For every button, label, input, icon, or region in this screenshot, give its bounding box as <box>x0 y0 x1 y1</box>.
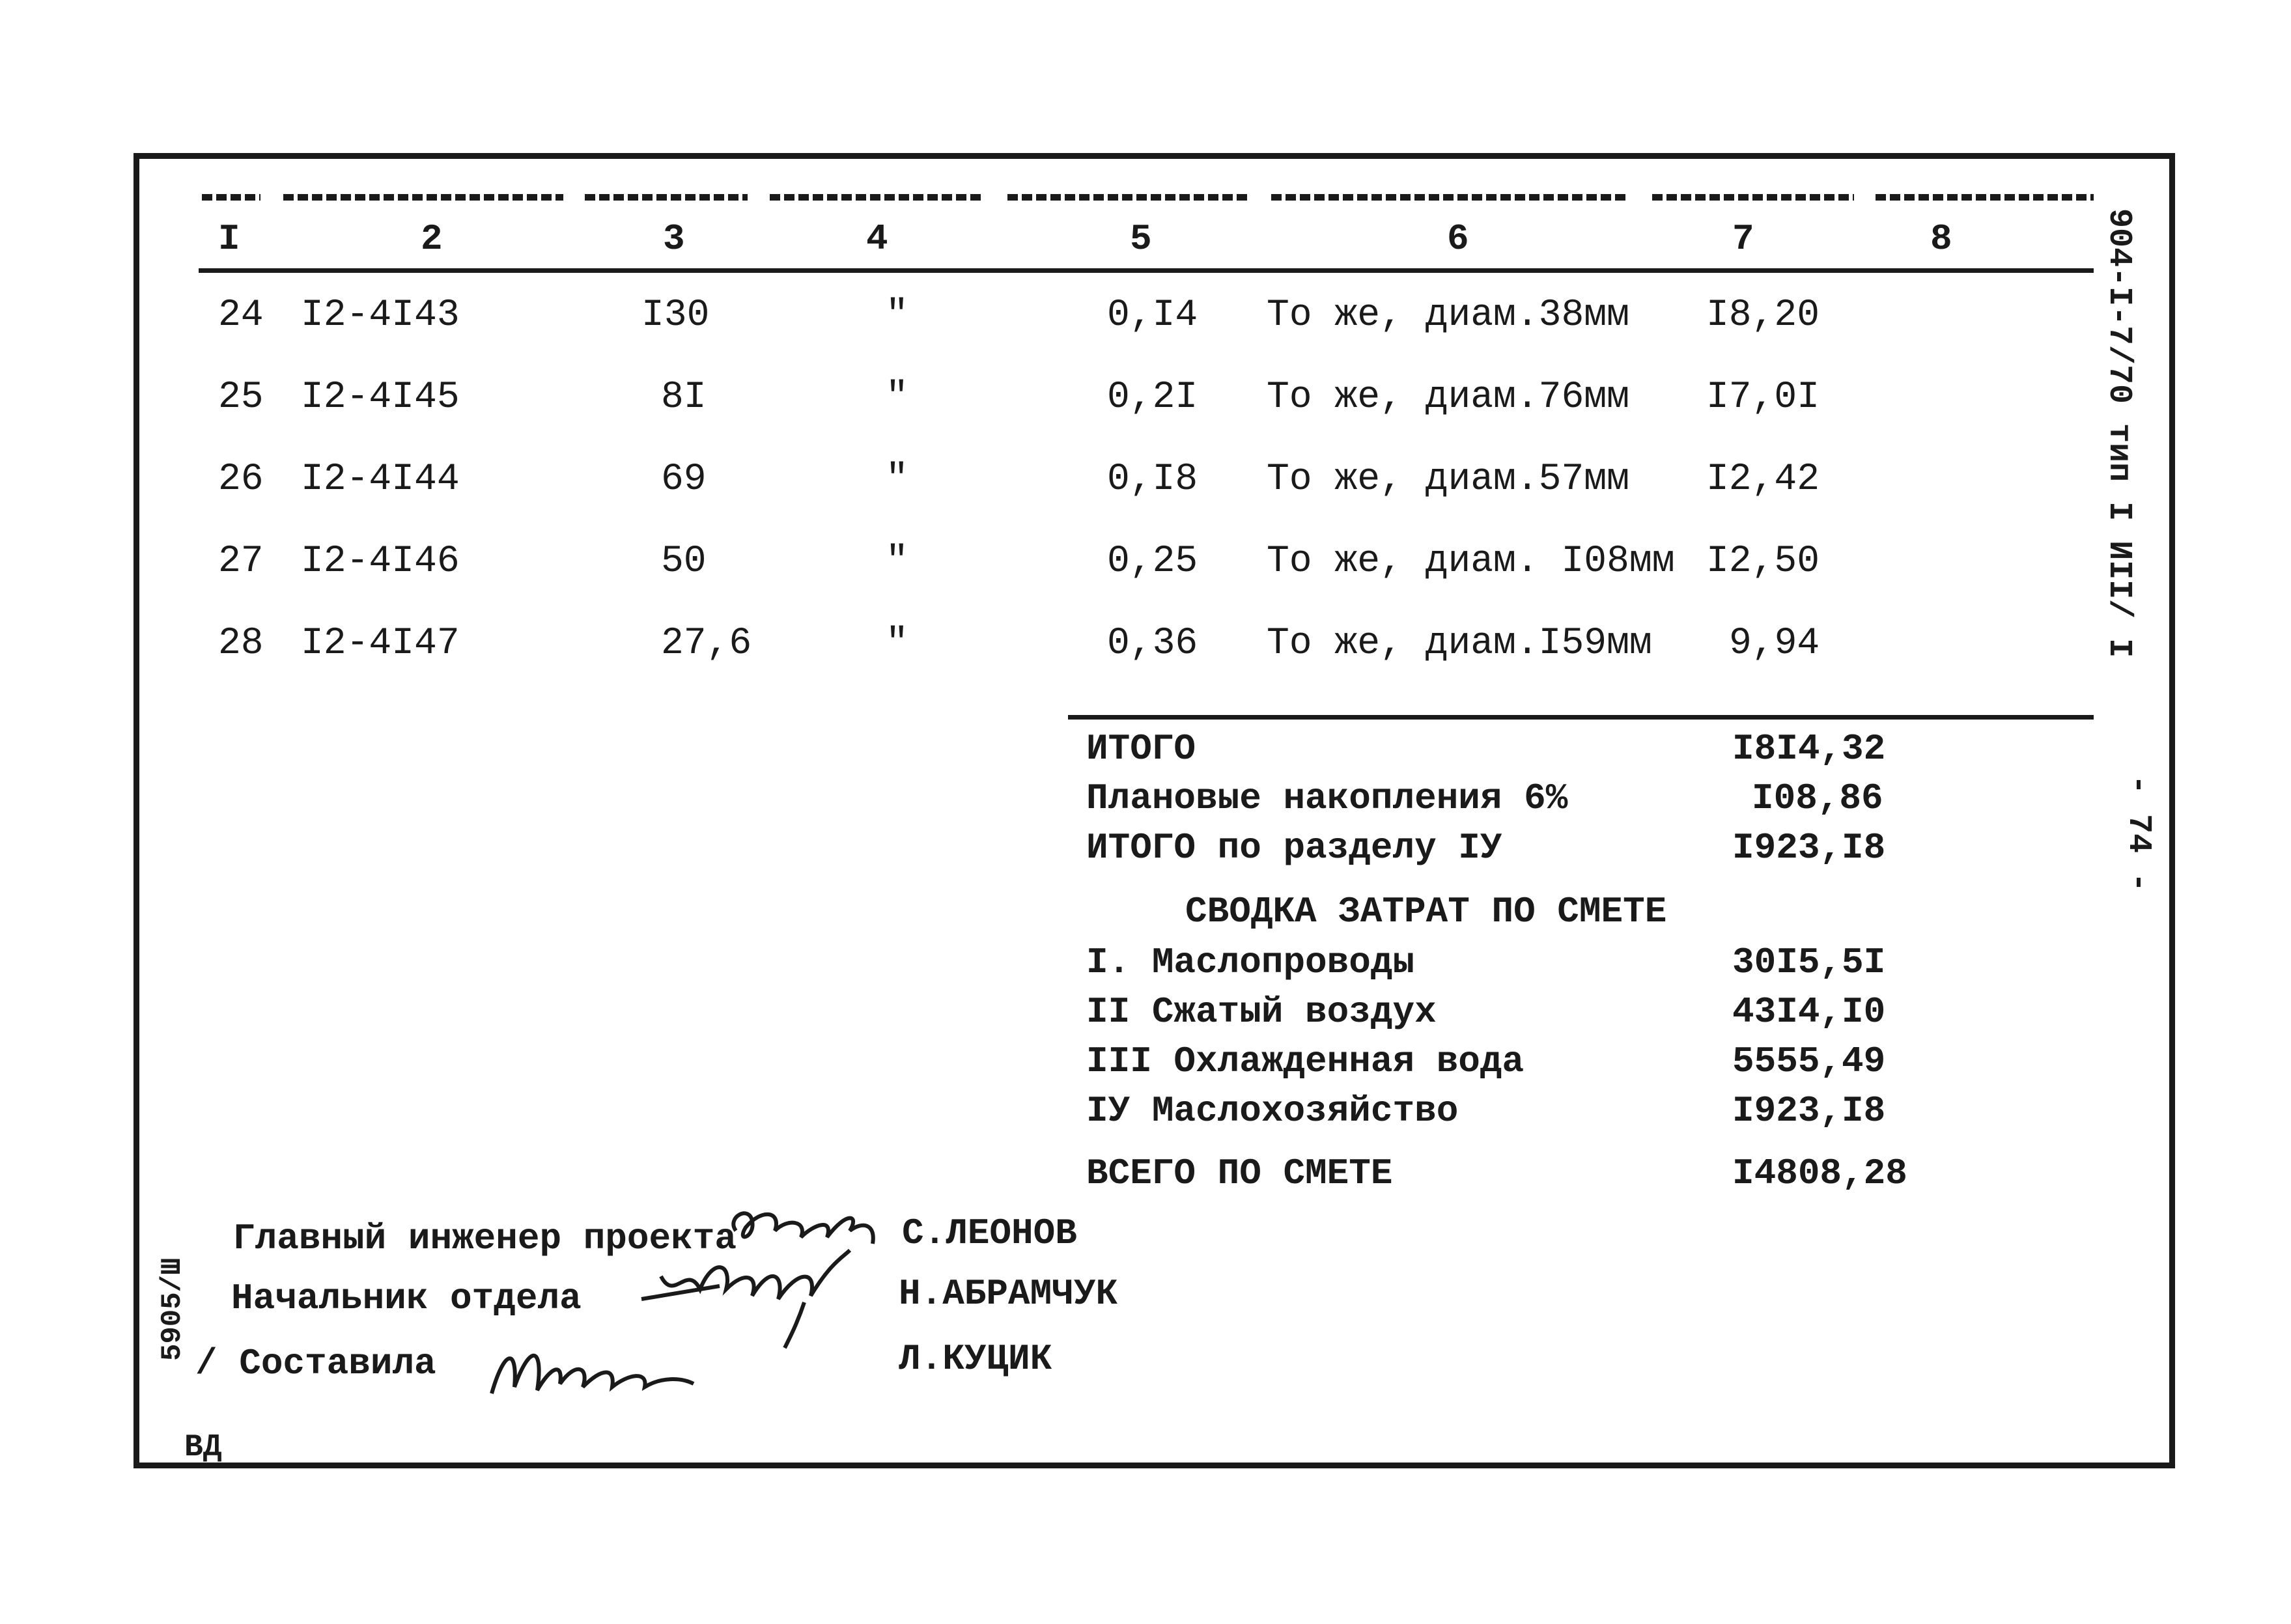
header-rule <box>1652 194 1854 201</box>
plan-value: I08,86 <box>1752 777 1883 819</box>
row-ditto-mark: " <box>886 458 908 501</box>
side-reference: 904-I-7/70 тип I ИII/ I <box>2100 208 2137 658</box>
row-ditto-mark: " <box>886 294 908 337</box>
row-rate: 0,2I <box>1107 376 1198 419</box>
signature-name: Н.АБРАМЧУК <box>899 1273 1118 1315</box>
row-total: I8,20 <box>1706 294 1820 337</box>
signature-role: Начальник отдела <box>231 1278 582 1319</box>
row-code: I2-4I44 <box>301 458 460 501</box>
itogo-label: ИТОГО <box>1086 728 1196 770</box>
svodka-item-label: II Сжатый воздух <box>1086 991 1437 1033</box>
svodka-item-label: I. Маслопроводы <box>1086 942 1415 983</box>
row-ditto-mark: " <box>886 376 908 419</box>
svodka-item-value: 43I4,I0 <box>1732 991 1886 1033</box>
header-rule <box>1007 194 1248 201</box>
signature-name: С.ЛЕОНОВ <box>902 1212 1077 1254</box>
vsego-value: I4808,28 <box>1732 1153 1907 1194</box>
row-rate: 0,I4 <box>1107 294 1198 337</box>
row-number: 28 <box>218 623 264 665</box>
row-total: I7,0I <box>1706 376 1820 419</box>
svodka-item-value: 30I5,5I <box>1732 942 1886 983</box>
header-rule <box>770 194 985 201</box>
signature-role: Главный инженер проекта <box>233 1218 737 1259</box>
row-rate: 0,I8 <box>1107 458 1198 501</box>
inventory-number: 5905/Ш <box>156 1257 189 1361</box>
header-rule <box>1876 194 2094 201</box>
row-quantity: I30 <box>641 294 710 337</box>
svodka-item-value: I923,I8 <box>1732 1090 1886 1132</box>
header-rule <box>202 194 260 201</box>
summary-rule <box>1068 715 2094 720</box>
table-row <box>0 458 2291 524</box>
row-code: I2-4I45 <box>301 376 460 419</box>
row-description: То же, диам.76мм <box>1267 376 1629 419</box>
row-ditto-mark: " <box>886 623 908 665</box>
column-header: 4 <box>866 218 888 260</box>
row-rate: 0,25 <box>1107 540 1198 583</box>
razdel-value: I923,I8 <box>1732 827 1886 869</box>
row-description: То же, диам.38мм <box>1267 294 1629 337</box>
row-quantity: 8I <box>661 376 707 419</box>
row-ditto-mark: " <box>886 540 908 583</box>
svodka-item-label: III Охлажденная вода <box>1086 1041 1525 1082</box>
header-rule <box>1271 194 1629 201</box>
row-quantity: 27,6 <box>661 623 752 665</box>
table-row <box>0 540 2291 606</box>
signature-kutsik <box>485 1322 700 1407</box>
row-description: То же, диам.I59мм <box>1267 623 1652 665</box>
column-header: 3 <box>663 218 685 260</box>
vsego-label: ВСЕГО ПО СМЕТЕ <box>1086 1153 1393 1194</box>
row-number: 26 <box>218 458 264 501</box>
row-code: I2-4I47 <box>301 623 460 665</box>
table-row <box>0 294 2291 359</box>
column-header: 7 <box>1732 218 1754 260</box>
row-description: То же, диам.57мм <box>1267 458 1629 501</box>
row-number: 25 <box>218 376 264 419</box>
column-header: 6 <box>1447 218 1469 260</box>
header-underline <box>199 268 2094 273</box>
row-rate: 0,36 <box>1107 623 1198 665</box>
signature-name: Л.КУЦИК <box>899 1338 1052 1380</box>
stamp-label: ВД <box>184 1430 222 1465</box>
row-total: I2,42 <box>1706 458 1820 501</box>
column-header: 8 <box>1930 218 1952 260</box>
header-rule <box>585 194 748 201</box>
svodka-item-value: 5555,49 <box>1732 1041 1886 1082</box>
header-rule <box>283 194 563 201</box>
row-code: I2-4I46 <box>301 540 460 583</box>
row-description: То же, диам. I08мм <box>1267 540 1675 583</box>
itogo-value: I8I4,32 <box>1732 728 1886 770</box>
page-number: - 74 - <box>2120 775 2157 893</box>
row-number: 24 <box>218 294 264 337</box>
svodka-title: СВОДКА ЗАТРАТ ПО СМЕТЕ <box>1185 891 1667 932</box>
row-total: 9,94 <box>1729 623 1820 665</box>
column-header: 5 <box>1130 218 1152 260</box>
column-header: I <box>218 218 240 260</box>
row-total: I2,50 <box>1706 540 1820 583</box>
row-code: I2-4I43 <box>301 294 460 337</box>
table-row <box>0 623 2291 688</box>
razdel-label: ИТОГО по разделу IУ <box>1086 827 1502 869</box>
table-row <box>0 376 2291 441</box>
signature-role: / Составила <box>195 1343 436 1384</box>
plan-label: Плановые накопления 6% <box>1086 777 1568 819</box>
row-quantity: 50 <box>661 540 707 583</box>
column-header: 2 <box>421 218 443 260</box>
svodka-item-label: IУ Маслохозяйство <box>1086 1090 1459 1132</box>
row-number: 27 <box>218 540 264 583</box>
row-quantity: 69 <box>661 458 707 501</box>
